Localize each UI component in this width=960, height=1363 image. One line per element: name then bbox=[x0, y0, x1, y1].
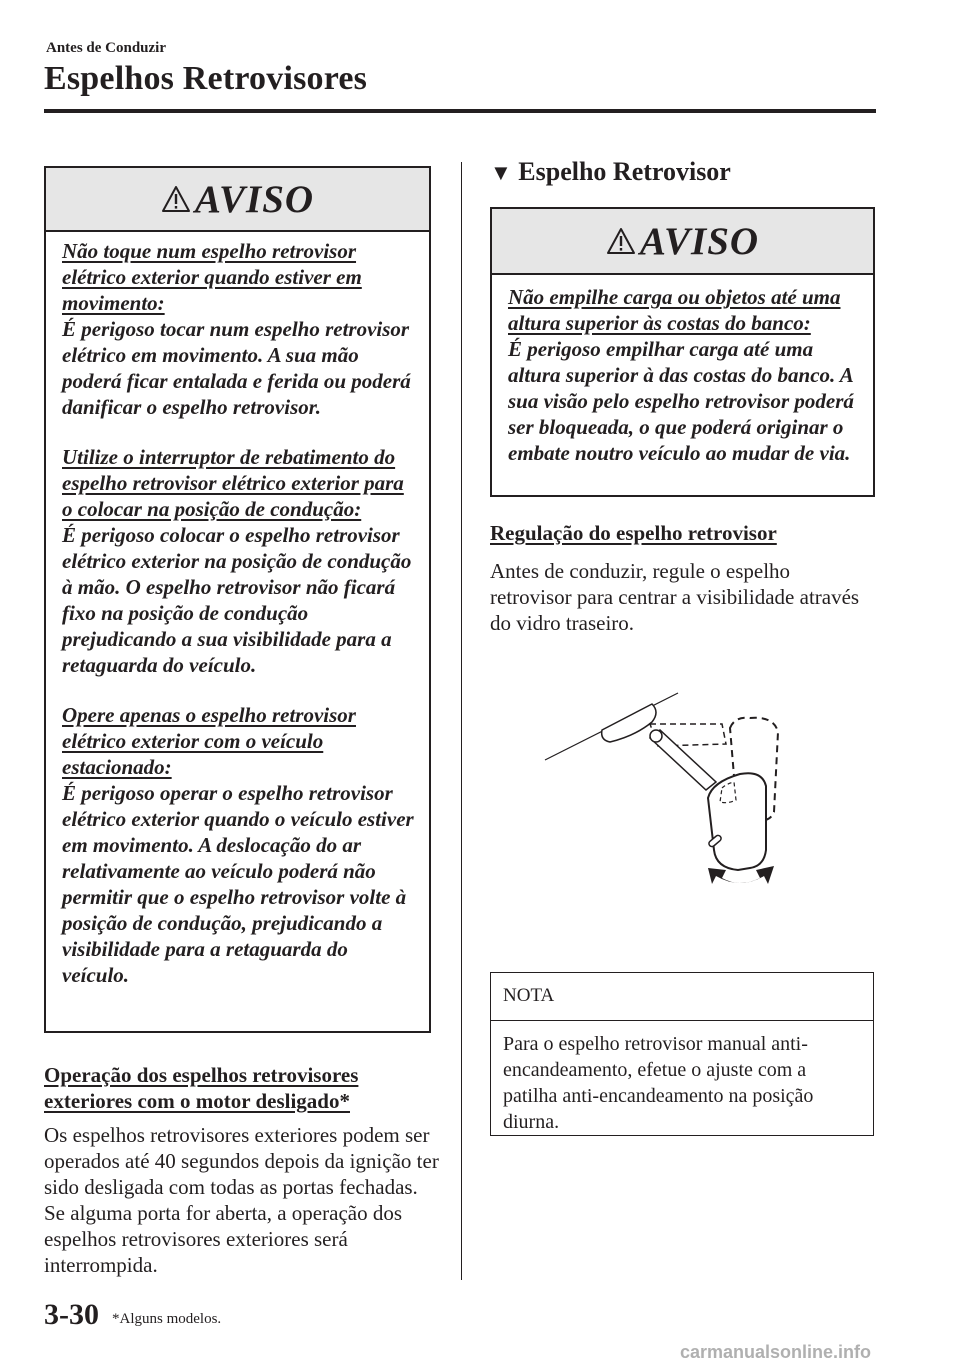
warning-triangle-icon bbox=[606, 227, 636, 255]
warning-paragraph bbox=[62, 444, 419, 678]
warning-text: É perigoso empilhar carga até uma altura superior à das costas do banco. A sua visão pelo espelho retrovisor poderá ser bloqueada, o que poderá originar o embate noutro veículo ao mudar de via. bbox=[508, 337, 854, 465]
warning-title: AVISO bbox=[194, 177, 315, 221]
warning-box-left bbox=[44, 166, 431, 1033]
warning-body bbox=[492, 275, 873, 466]
page-number: 3-30 bbox=[44, 1298, 99, 1331]
chapter-label: Antes de Conduzir bbox=[46, 40, 167, 56]
note-text: Para o espelho retrovisor manual anti-encandeamento, efetue o ajuste com a patilha anti-encandeamento na posição diurna. bbox=[503, 1033, 814, 1133]
warning-paragraph bbox=[62, 702, 419, 988]
warning-triangle-icon bbox=[161, 185, 191, 213]
section-title: Espelhos Retrovisores bbox=[44, 60, 368, 97]
subheading-mirror-adjust: Regulação do espelho retrovisor bbox=[490, 521, 777, 545]
warning-text: É perigoso colocar o espelho retrovisor elétrico exterior na posição de condução à mão. O espelho retrovisor não ficará fixo na posição de condução prejudicando a sua visibilidade para a retaguarda do veículo. bbox=[62, 523, 412, 677]
warning-header bbox=[46, 168, 429, 232]
warning-text: É perigoso operar o espelho retrovisor elétrico exterior quando o veículo estiver em movimento. A deslocação do ar relativamente ao veículo poderá não permitir que o espelho retrovisor volte à posição de condução, prejudicando a visibilidade para a retaguarda do veículo. bbox=[62, 781, 414, 987]
warning-paragraph bbox=[62, 238, 419, 420]
header-rule bbox=[44, 109, 876, 113]
warning-heading: Não empilhe carga ou objetos até uma altura superior às costas do banco: bbox=[508, 285, 841, 335]
warning-text: É perigoso tocar num espelho retrovisor elétrico em movimento. A sua mão poderá ficar entalada e ferida ou poderá danificar o espelho retrovisor. bbox=[62, 317, 411, 419]
triangle-down-icon: ▼ bbox=[490, 160, 512, 185]
warning-heading: Não toque num espelho retrovisor elétrico exterior quando estiver em movimento: bbox=[62, 239, 362, 315]
body-mirror-adjust: Antes de conduzir, regule o espelho retrovisor para centrar a visibilidade através do vidro traseiro. bbox=[490, 559, 860, 635]
warning-heading: Opere apenas o espelho retrovisor elétrico exterior com o veículo estacionado: bbox=[62, 703, 356, 779]
warning-box-right bbox=[490, 207, 875, 497]
heading-text: Espelho Retrovisor bbox=[518, 157, 731, 186]
rearview-mirror-illustration bbox=[540, 690, 790, 900]
warning-body bbox=[46, 232, 429, 988]
footnote: *Alguns modelos. bbox=[112, 1311, 222, 1327]
body-engine-off: Os espelhos retrovisores exteriores podem ser operados até 40 segundos depois da ignição ter sido desligada com todas as portas fechadas. Se alguma porta for aberta, a operação dos espelhos retrovisores exteriores será interrompida. bbox=[44, 1123, 439, 1277]
column-divider bbox=[461, 162, 462, 1280]
warning-paragraph bbox=[508, 284, 863, 466]
subheading-engine-off: Operação dos espelhos retrovisores exteriores com o motor desligado* bbox=[44, 1063, 359, 1113]
mirror-section-heading bbox=[490, 157, 731, 187]
watermark: carmanualsonline.info bbox=[680, 1342, 872, 1362]
warning-heading: Utilize o interruptor de rebatimento do espelho retrovisor elétrico exterior para o colocar na posição de condução: bbox=[62, 445, 404, 521]
note-box bbox=[490, 972, 874, 1136]
warning-title: AVISO bbox=[639, 219, 760, 263]
note-header: NOTA bbox=[491, 973, 873, 1021]
warning-header bbox=[492, 209, 873, 275]
